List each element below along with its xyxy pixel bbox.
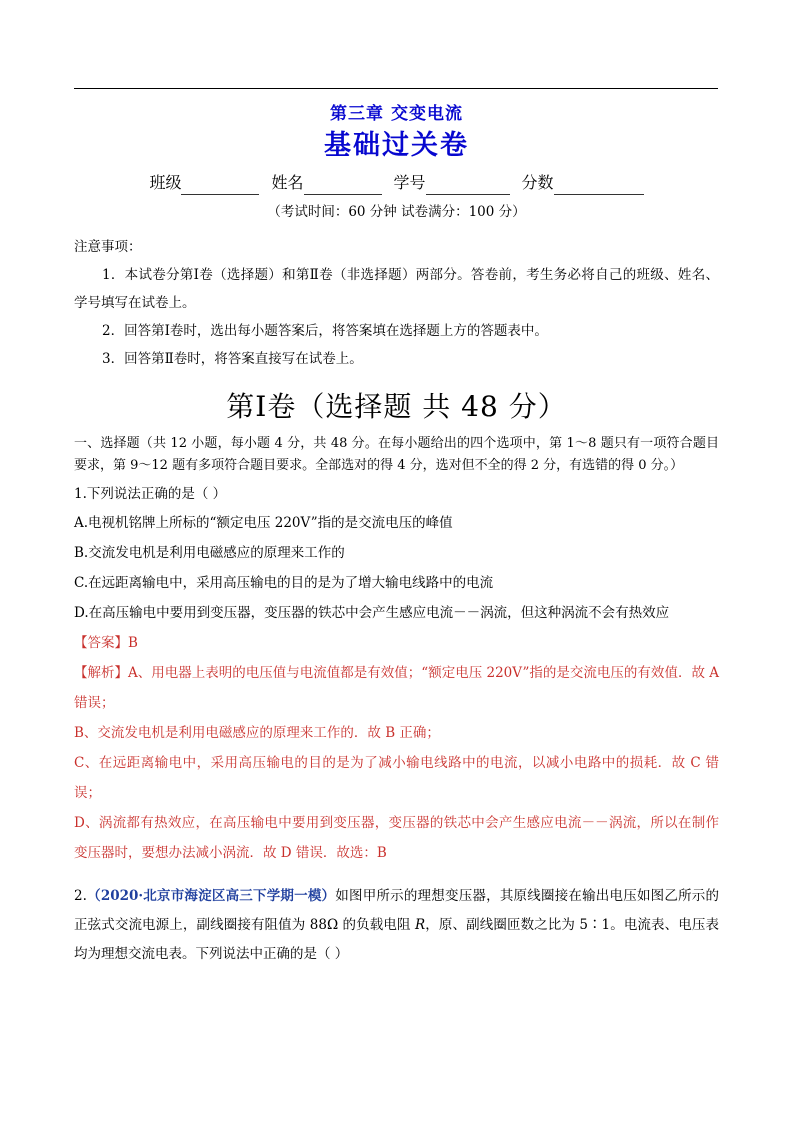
info-label-student-id: 学号: [393, 173, 426, 192]
notice-item-3: 3．回答第Ⅱ卷时，将答案直接写在试卷上。: [102, 351, 363, 367]
question-1-option-a[interactable]: A.电视机铭牌上所标的“额定电压 220V”指的是交流电压的峰值: [74, 515, 453, 531]
paper-title: 基础过关卷: [324, 130, 469, 161]
question-1-stem: 1.下列说法正确的是（ ）: [74, 486, 227, 502]
info-blank-student-id[interactable]: [426, 179, 510, 195]
info-field-name: [271, 171, 381, 195]
info-field-student-id: [394, 171, 510, 195]
info-label-class: 班级: [149, 173, 182, 192]
question-1-analysis-d: D、涡流都有热效应，在高压输电中要用到变压器，变压器的铁芯中会产生感应电流－－涡流，所以在制作变压器时，要想办法减小涡流．故 D 错误．故选：B: [74, 815, 719, 861]
question-1-analysis-a: 【解析】A、用电器上表明的电压值与电流值都是有效值；“额定电压 220V”指的是交流电压的有效值．故 A 错误；: [74, 665, 719, 711]
question-1-option-b[interactable]: B.交流发电机是利用电磁感应的原理来工作的: [74, 545, 345, 561]
notice-heading: 注意事项：: [74, 239, 142, 255]
section-1-heading: 第Ⅰ卷（选择题 共 48 分）: [226, 390, 567, 423]
question-1-answer-block: [74, 628, 719, 868]
section-1-intro: 一、选择题（共 12 小题，每小题 4 分，共 48 分。在每小题给出的四个选项中，第 1～8 题只有一项符合题目要求，第 9～12 题有多项符合题目要求。全部选对的得 4 分，选对但不全的得 2 分，有选错的得 0 分。）: [74, 436, 719, 473]
exam-meta: （考试时间：60 分钟 试卷满分：100 分）: [267, 204, 526, 220]
question-1-analysis-b: B、交流发电机是利用电磁感应的原理来工作的．故 B 正确；: [74, 725, 440, 741]
info-blank-score[interactable]: [554, 179, 644, 195]
student-info-row: [74, 171, 719, 195]
question-2-stem: [74, 882, 719, 969]
info-label-name: 姓名: [271, 173, 304, 192]
question-1-option-c[interactable]: C.在远距离输电中，采用高压输电的目的是为了增大输电线路中的电流: [74, 575, 494, 591]
question-1-analysis-c: C、在远距离输电中，采用高压输电的目的是为了减小输电线路中的电流，以减小电路中的损耗．故 C 错误；: [74, 755, 719, 801]
chapter-title: 第三章 交变电流: [330, 104, 463, 124]
notice-item-1: 1．本试卷分第Ⅰ卷（选择题）和第Ⅱ卷（非选择题）两部分。答卷前，考生务必将自己的班级、姓名、学号填写在试卷上。: [74, 267, 719, 311]
info-field-class: [149, 171, 259, 195]
header-rule: [74, 88, 718, 89]
info-blank-name[interactable]: [304, 179, 382, 195]
info-label-score: 分数: [521, 173, 554, 192]
question-1-answer: 【答案】B: [74, 635, 138, 651]
info-field-score: [522, 171, 644, 195]
question-1-option-d[interactable]: D.在高压输电中要用到变压器，变压器的铁芯中会产生感应电流－－涡流，但这种涡流不会有热效应: [74, 605, 670, 621]
question-2-body-part1: 如图甲所示的理想变压器，其原线圈接在输出电压如图乙所示的正弦式交流电源上，副线圈接有阻值为 88Ω 的负载电阻: [74, 888, 720, 933]
question-2-citation: （2020·北京市海淀区高三下学期一模）: [86, 888, 336, 904]
document-content: [74, 96, 719, 969]
info-blank-class[interactable]: [181, 179, 259, 195]
notice-item-2: 2．回答第Ⅰ卷时，选出每小题答案后，将答案填在选择题上方的答题表中。: [102, 323, 548, 339]
question-2-body-part2: ，原、副线圈匝数之比为 5∶1。电流表、电压表均为理想交流电表。下列说法中正确的是（ ）: [74, 917, 719, 962]
question-2-number: 2.: [74, 888, 87, 904]
question-2-resistor-symbol: R: [415, 917, 426, 933]
